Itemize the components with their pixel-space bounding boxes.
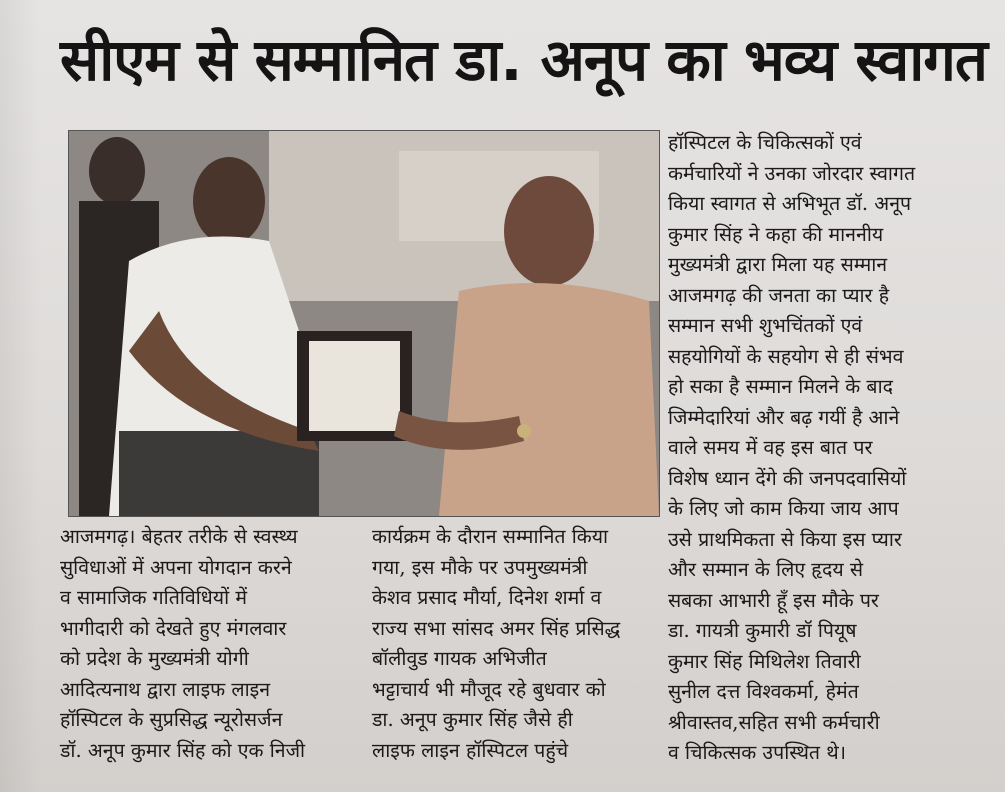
column3-line: सबका आभारी हूँ इस मौके पर bbox=[668, 588, 879, 612]
column3-line: सहयोगियों के सहयोग से ही संभव bbox=[668, 344, 904, 368]
column1-line: हॉस्पिटल के सुप्रसिद्ध न्यूरोसर्जन bbox=[60, 708, 283, 731]
column2-line: केशव प्रसाद मौर्या, दिनेश शर्मा व bbox=[372, 586, 602, 609]
column3-line: के लिए जो काम किया जाय आप bbox=[668, 497, 899, 520]
column2-line: लाइफ लाइन हॉस्पिटल पहुंचे bbox=[372, 738, 569, 762]
column2-line: कार्यक्रम के दौरान सम्मानित किया bbox=[372, 525, 609, 548]
column1-line: को प्रदेश के मुख्यमंत्री योगी bbox=[60, 647, 249, 670]
photo-illustration bbox=[69, 131, 659, 516]
photo-award-ceremony bbox=[68, 130, 660, 517]
column3-line: और सम्मान के लिए हृदय से bbox=[668, 558, 864, 581]
article-column-3 bbox=[668, 128, 988, 769]
article-column-1 bbox=[60, 522, 360, 766]
headline: सीएम से सम्मानित डा. अनूप का भव्य स्वागत bbox=[60, 26, 987, 94]
column3-line: किया स्वागत से अभिभूत डॉ. अनूप bbox=[668, 192, 912, 215]
column3-line: विशेष ध्यान देंगे की जनपदवासियों bbox=[668, 466, 907, 490]
article-column-2 bbox=[372, 522, 662, 766]
column2-line: राज्य सभा सांसद अमर सिंह प्रसिद्ध bbox=[372, 616, 621, 640]
column3-line: डा. गायत्री कुमारी डॉ पियूष bbox=[668, 619, 857, 642]
column2-line: भट्टाचार्य भी मौजूद रहे बुधवार को bbox=[372, 677, 606, 701]
column3-line: व चिकित्सक उपस्थित थे। bbox=[668, 741, 847, 764]
column3-line: हॉस्पिटल के चिकित्सकों एवं bbox=[668, 131, 862, 154]
column3-line: कुमार सिंह मिथिलेश तिवारी bbox=[668, 649, 861, 673]
column1-line: आदित्यनाथ द्वारा लाइफ लाइन bbox=[60, 677, 271, 701]
column3-line: आजमगढ़ की जनता का प्यार है bbox=[668, 283, 890, 307]
column3-line: श्रीवास्तव,सहित सभी कर्मचारी bbox=[668, 710, 880, 734]
column1-line: डॉ. अनूप कुमार सिंह को एक निजी bbox=[60, 738, 306, 762]
column3-line: मुख्यमंत्री द्वारा मिला यह सम्मान bbox=[668, 253, 888, 276]
column3-line: वाले समय में वह इस बात पर bbox=[668, 436, 873, 459]
column3-line: कुमार सिंह ने कहा की माननीय bbox=[668, 222, 884, 246]
column3-line: जिम्मेदारियां और बढ़ गयीं है आने bbox=[668, 405, 900, 429]
column1-line: आजमगढ़। बेहतर तरीके से स्वस्थ्य bbox=[60, 525, 298, 548]
column2-line: बॉलीवुड गायक अभिजीत bbox=[372, 647, 547, 670]
column1-line: सुविधाओं में अपना योगदान करने bbox=[60, 555, 292, 579]
column3-line: सुनील दत्त विश्वकर्मा, हेमंत bbox=[668, 680, 859, 703]
column1-line: भागीदारी को देखते हुए मंगलवार bbox=[60, 616, 287, 640]
column2-line: डा. अनूप कुमार सिंह जैसे ही bbox=[372, 708, 573, 731]
page-fold-shadow bbox=[0, 0, 40, 792]
column3-line: हो सका है सम्मान मिलने के बाद bbox=[668, 375, 893, 398]
column3-line: उसे प्राथमिकता से किया इस प्यार bbox=[668, 527, 902, 551]
column3-line: कर्मचारियों ने उनका जोरदार स्वागत bbox=[668, 161, 916, 185]
column1-line: व सामाजिक गतिविधियों में bbox=[60, 586, 247, 609]
column3-line: सम्मान सभी शुभचिंतकों एवं bbox=[668, 314, 863, 337]
column2-line: गया, इस मौके पर उपमुख्यमंत्री bbox=[372, 555, 588, 579]
